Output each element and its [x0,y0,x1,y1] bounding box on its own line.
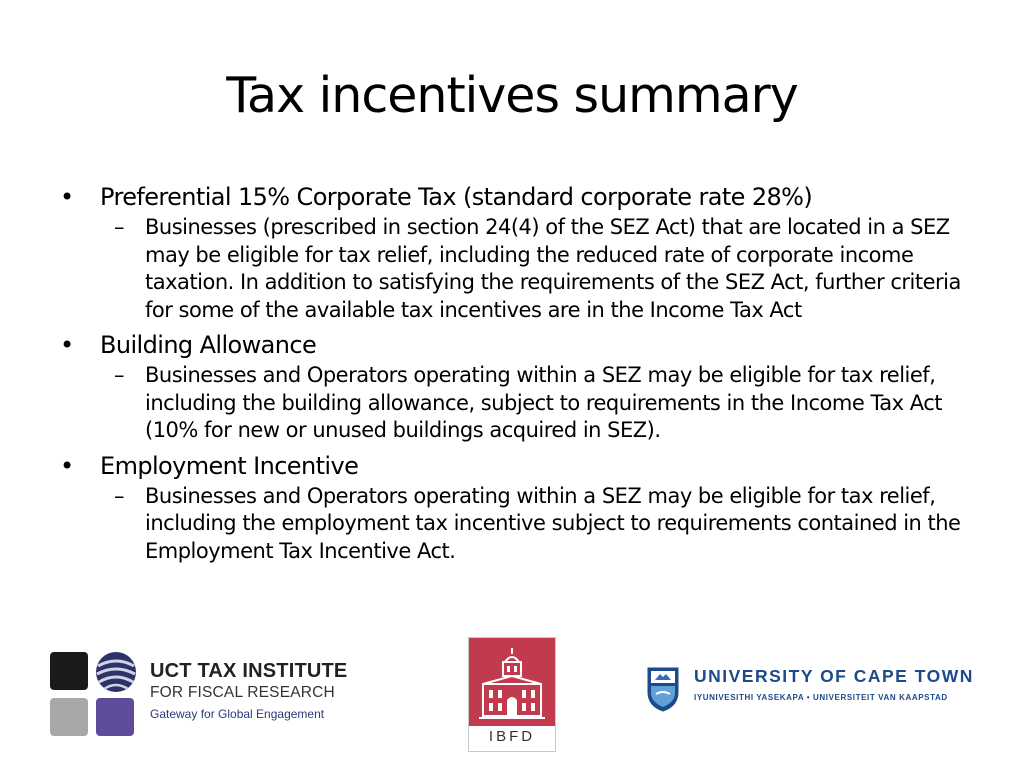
building-icon [469,638,555,726]
ibfd-logo-panel [469,638,555,726]
bullet-item [56,328,976,362]
logo-square-black [50,652,88,690]
logo-line-3: Gateway for Global Engagement [150,707,325,721]
sub-bullet-item [56,362,976,445]
bullet-text: Employment Incentive [100,451,359,480]
university-tagline: IYUNIVESITHI YASEKAPA • UNIVERSITEIT VAN KAAPSTAD [694,693,948,702]
crest-icon [646,666,680,712]
sub-bullet-item [56,214,976,324]
bullet-symbol: • [60,183,74,211]
bullet-list [56,180,976,569]
ibfd-logo [468,637,556,752]
globe-icon [94,650,138,694]
logo-square-purple [96,698,134,736]
logo-square-grey [50,698,88,736]
logo-bar [0,630,1024,768]
bullet-item [56,180,976,214]
logo-line-2: FOR FISCAL RESEARCH [150,684,335,701]
sub-bullet-symbol: – [114,215,124,239]
sub-bullet-symbol: – [114,363,124,387]
sub-bullet-symbol: – [114,483,124,508]
bullet-symbol: • [60,331,74,359]
slide-title: Tax incentives summary [226,67,798,124]
sub-bullet-text: Businesses (prescribed in section 24(4) of the SEZ Act) that are located in a SEZ may be eligible for tax relief, including the reduced rate of corporate income taxation. In addition to satisfying the requirements of the SEZ Act, further criteria for some of the available tax incentives are in the Income Tax Act [145,215,961,322]
sub-bullet-text: Businesses and Operators operating within a SEZ may be eligible for tax relief, including the employment tax incentive subject to requirements contained in the Employment Tax Incentive Act. [145,483,961,563]
uct-tax-institute-logo-text [150,660,347,724]
logo-line-1: UCT TAX INSTITUTE [150,660,348,682]
ibfd-logo-label: IBFD [488,728,536,745]
bullet-text: Preferential 15% Corporate Tax (standard corporate rate 28%) [100,183,813,211]
uct-tax-institute-logo-mark [50,652,140,738]
bullet-symbol: • [60,451,74,480]
bullet-text: Building Allowance [100,331,317,359]
bullet-item [56,449,976,483]
university-name: UNIVERSITY OF CAPE TOWN [694,666,974,686]
sub-bullet-text: Businesses and Operators operating within a SEZ may be eligible for tax relief, including the building allowance, subject to requirements in the Income Tax Act (10% for new or unused buildings acquired in SEZ). [145,363,943,442]
sub-bullet-item [56,483,976,566]
